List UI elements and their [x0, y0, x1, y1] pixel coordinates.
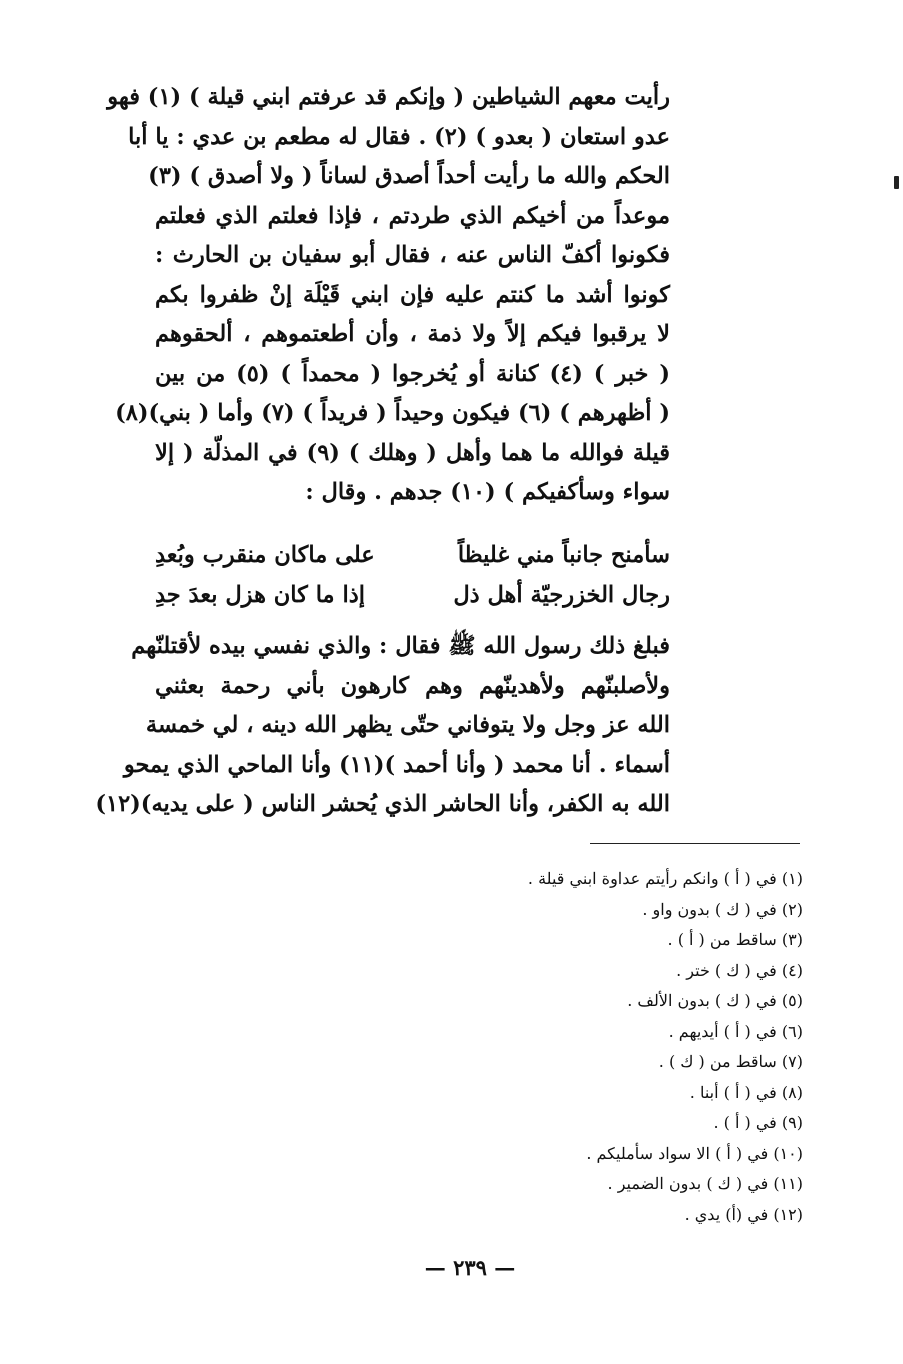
poem-first-hemistich: سأمنح جانباً مني غليظاً [457, 542, 670, 568]
text-line: لا يرقبوا فيكم إلاً ولا ذمة ، وأن أطعتموهم ، ألحقوهم [155, 321, 670, 347]
text-line: الله به الكفر، وأنا الحاشر الذي يُحشر الناس ( على يديه)(١٢) [95, 791, 670, 817]
text-line: قيلة فوالله ما هما وأهل ( وهلك ) (٩) في المذلّة ( إلا [155, 439, 670, 466]
footnote-item: (٤) في ( ك ) ختر . [676, 960, 803, 980]
text-line: فبلغ ذلك رسول الله ﷺ فقال : والذي نفسي بيده لأقتلنّهم [131, 633, 670, 659]
main-paragraph-2 [95, 627, 670, 825]
page-number: — ٢٣٩ — [424, 1255, 516, 1280]
text-line: سواء وسأكفيكم ) (١٠) جدهم . وقال : [305, 479, 670, 505]
text-line: كونوا أشد ما كنتم عليه فإن ابني قَيْلَة إنْ ظفروا بكم [155, 281, 670, 308]
text-line: عدو استعان ( بعدو ) (٢) . فقال له مطعم بن عدي : يا أبا [128, 123, 670, 150]
text-line: فكونوا أكفّ الناس عنه ، فقال أبو سفيان بن الحارث : [155, 242, 670, 268]
text-line: ولأصلبنّهم ولأهدينّهم وهم كارهون بأني رحمة بعثني [155, 672, 670, 699]
text-line: أسماء . أنا محمد ( وأنا أحمد )(١١) وأنا الماحي الذي يمحو [123, 751, 670, 778]
footnote-item: (١٢) في (أ) يدي . [684, 1204, 803, 1224]
footnote-item: (١) في ( أ ) وانكم رأيتم عداوة ابني قيلة . [527, 869, 803, 888]
footnote-item: (٥) في ( ك ) بدون الألف . [627, 991, 803, 1010]
footnote-divider [590, 843, 800, 844]
footnote-item: (١٠) في ( أ ) الا سواد سأمليكم . [586, 1143, 803, 1163]
footnote-item: (٧) ساقط من ( ك ) . [658, 1052, 803, 1071]
poem-second-hemistich: على ماكان منقرب وبُعدِ [155, 542, 375, 568]
footnote-item: (١١) في ( ك ) بدون الضمير . [607, 1174, 803, 1193]
text-line: الله عز وجل ولا يتوفاني حتّى يظهر الله دينه ، لي خمسة [145, 712, 670, 738]
footnote-item: (٢) في ( ك ) بدون واو . [642, 899, 803, 919]
poem-second-hemistich: إذا ما كان هزل بعدَ جدِ [155, 582, 365, 608]
footnotes [383, 864, 803, 1230]
poem-verses [155, 535, 670, 615]
footnote-item: (٦) في ( أ ) أيديهم . [668, 1021, 803, 1041]
footnote-item: (٨) في ( أ ) أبنا . [689, 1082, 803, 1102]
main-paragraph-1 [107, 78, 670, 513]
page-edge-mark [894, 176, 899, 189]
text-line: رأيت معهم الشياطين ( وإنكم قد عرفتم ابني قيلة ) (١) فهو [107, 84, 670, 110]
footnote-item: (٩) في ( أ ) . [713, 1113, 803, 1132]
text-line: موعداً من أخيكم الذي طردتم ، فإذا فعلتم الذي فعلتم [155, 202, 670, 229]
text-line: ( خبر ) (٤) كنانة أو يُخرجوا ( محمداً ) (٥) من بين [155, 360, 670, 387]
poem-verse [155, 535, 670, 575]
text-line: ( أظهرهم ) (٦) فيكون وحيداً ( فريداً ) (٧) وأما ( بني)(٨) [115, 400, 670, 426]
footnote-item: (٣) ساقط من ( أ ) . [667, 930, 803, 949]
poem-verse [155, 575, 670, 615]
text-line: الحكم والله ما رأيت أحداً أصدق لساناً ( ولا أصدق ) (٣) [148, 163, 670, 189]
poem-first-hemistich: رجال الخزرجيّة أهل ذل [453, 582, 670, 608]
